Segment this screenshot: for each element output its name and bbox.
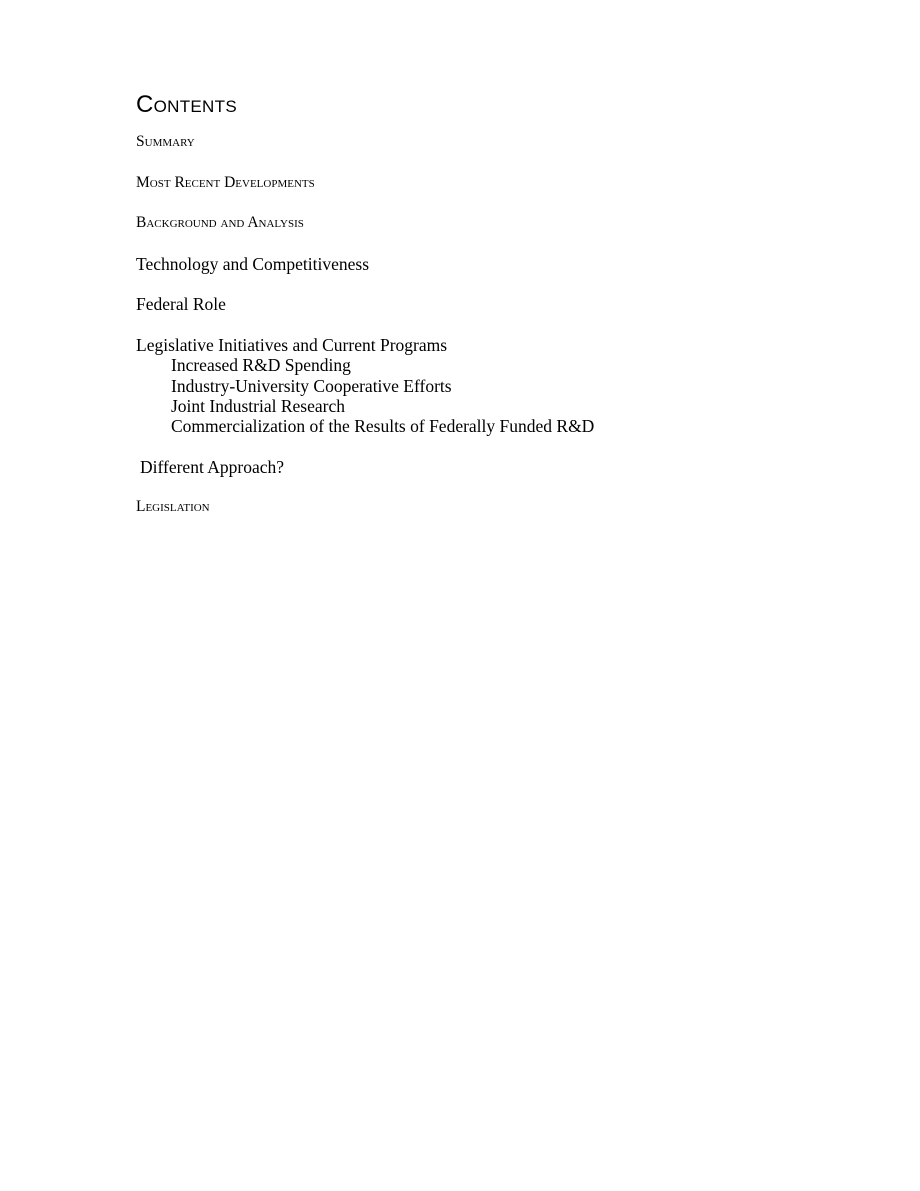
toc-subentry-increased-rd-spending[interactable]: Increased R&D Spending — [171, 355, 351, 376]
contents-heading: Contents — [136, 91, 237, 118]
toc-entry-technology-and-competitiveness[interactable]: Technology and Competitiveness — [136, 253, 370, 274]
toc-entry-legislative-initiatives[interactable]: Legislative Initiatives and Current Programs — [136, 334, 448, 355]
toc-entry-background-and-analysis[interactable]: Background and Analysis — [136, 214, 304, 232]
toc-subentry-industry-university-efforts[interactable]: Industry-University Cooperative Efforts — [171, 375, 452, 396]
toc-entry-most-recent-developments[interactable]: Most Recent Developments — [136, 173, 315, 191]
toc-subentry-joint-industrial-research[interactable]: Joint Industrial Research — [171, 395, 345, 416]
toc-entry-legislation[interactable]: Legislation — [136, 498, 210, 516]
toc-entry-federal-role[interactable]: Federal Role — [136, 294, 226, 315]
table-of-contents — [136, 90, 836, 518]
toc-entry-summary[interactable]: Summary — [136, 133, 195, 150]
toc-subentry-commercialization[interactable]: Commercialization of the Results of Federally Funded R&D — [171, 416, 595, 437]
toc-entry-different-approach[interactable]: Different Approach? — [140, 456, 284, 477]
